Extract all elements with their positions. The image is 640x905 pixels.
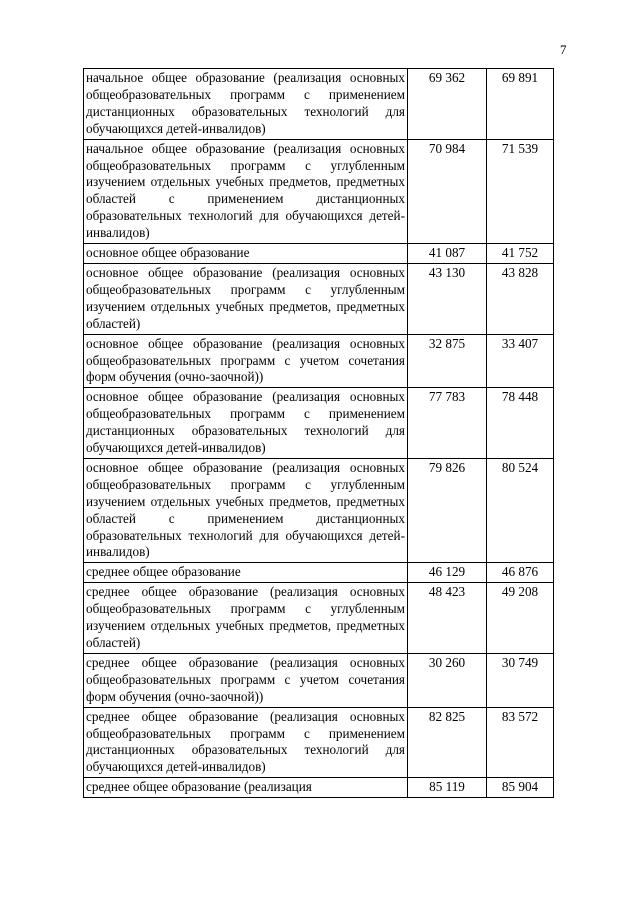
table-row — [84, 263, 554, 334]
table-row — [84, 653, 554, 707]
row-value-2: 33 407 — [487, 334, 554, 388]
table-row — [84, 778, 554, 798]
row-value-2: 78 448 — [487, 388, 554, 459]
row-description: среднее общее образование (реализация основных общеобразовательных программ с углубленным изучением отдельных учебных предметов, предметных областей) — [84, 583, 408, 654]
row-description: основное общее образование (реализация основных общеобразовательных программ с углубленным изучением отдельных учебных предметов, предметных областей с применением дистанционных образовательных технологий для обучающихся детей-инвалидов) — [84, 458, 408, 562]
row-value-1: 43 130 — [408, 263, 487, 334]
row-value-1: 32 875 — [408, 334, 487, 388]
row-description: среднее общее образование (реализация основных общеобразовательных программ с учетом сочетания форм обучения (очно-заочной)) — [84, 653, 408, 707]
page-number: 7 — [560, 42, 567, 57]
row-value-2: 46 876 — [487, 563, 554, 583]
row-value-1: 30 260 — [408, 653, 487, 707]
table-row — [84, 139, 554, 243]
row-value-2: 69 891 — [487, 69, 554, 140]
table-row — [84, 244, 554, 264]
row-value-2: 83 572 — [487, 707, 554, 778]
table-row — [84, 707, 554, 778]
row-description: начальное общее образование (реализация основных общеобразовательных программ с углубленным изучением отдельных учебных предметов, предметных областей с применением дистанционных образовательных технологий для обучающихся детей-инвалидов) — [84, 139, 408, 243]
table-row — [84, 334, 554, 388]
row-description: основное общее образование — [84, 244, 408, 264]
row-value-1: 70 984 — [408, 139, 487, 243]
row-value-2: 41 752 — [487, 244, 554, 264]
row-value-2: 49 208 — [487, 583, 554, 654]
row-description: основное общее образование (реализация основных общеобразовательных программ с применением дистанционных образовательных технологий для обучающихся детей-инвалидов) — [84, 388, 408, 459]
row-value-1: 79 826 — [408, 458, 487, 562]
row-value-1: 77 783 — [408, 388, 487, 459]
row-value-1: 82 825 — [408, 707, 487, 778]
row-value-1: 85 119 — [408, 778, 487, 798]
table-row — [84, 563, 554, 583]
row-value-2: 85 904 — [487, 778, 554, 798]
row-value-1: 46 129 — [408, 563, 487, 583]
row-description: основное общее образование (реализация основных общеобразовательных программ с учетом сочетания форм обучения (очно-заочной)) — [84, 334, 408, 388]
row-value-2: 43 828 — [487, 263, 554, 334]
row-description: среднее общее образование (реализация — [84, 778, 408, 798]
row-value-1: 69 362 — [408, 69, 487, 140]
row-description: среднее общее образование (реализация основных общеобразовательных программ с применением дистанционных образовательных технологий для обучающихся детей-инвалидов) — [84, 707, 408, 778]
data-table — [83, 68, 554, 798]
row-value-2: 80 524 — [487, 458, 554, 562]
row-description: начальное общее образование (реализация основных общеобразовательных программ с применением дистанционных образовательных технологий для обучающихся детей-инвалидов) — [84, 69, 408, 140]
row-value-2: 71 539 — [487, 139, 554, 243]
row-description: среднее общее образование — [84, 563, 408, 583]
row-value-1: 48 423 — [408, 583, 487, 654]
table-row — [84, 388, 554, 459]
table-row — [84, 458, 554, 562]
table-row — [84, 583, 554, 654]
row-description: основное общее образование (реализация основных общеобразовательных программ с углубленным изучением отдельных учебных предметов, предметных областей) — [84, 263, 408, 334]
row-value-2: 30 749 — [487, 653, 554, 707]
table-row — [84, 69, 554, 140]
row-value-1: 41 087 — [408, 244, 487, 264]
